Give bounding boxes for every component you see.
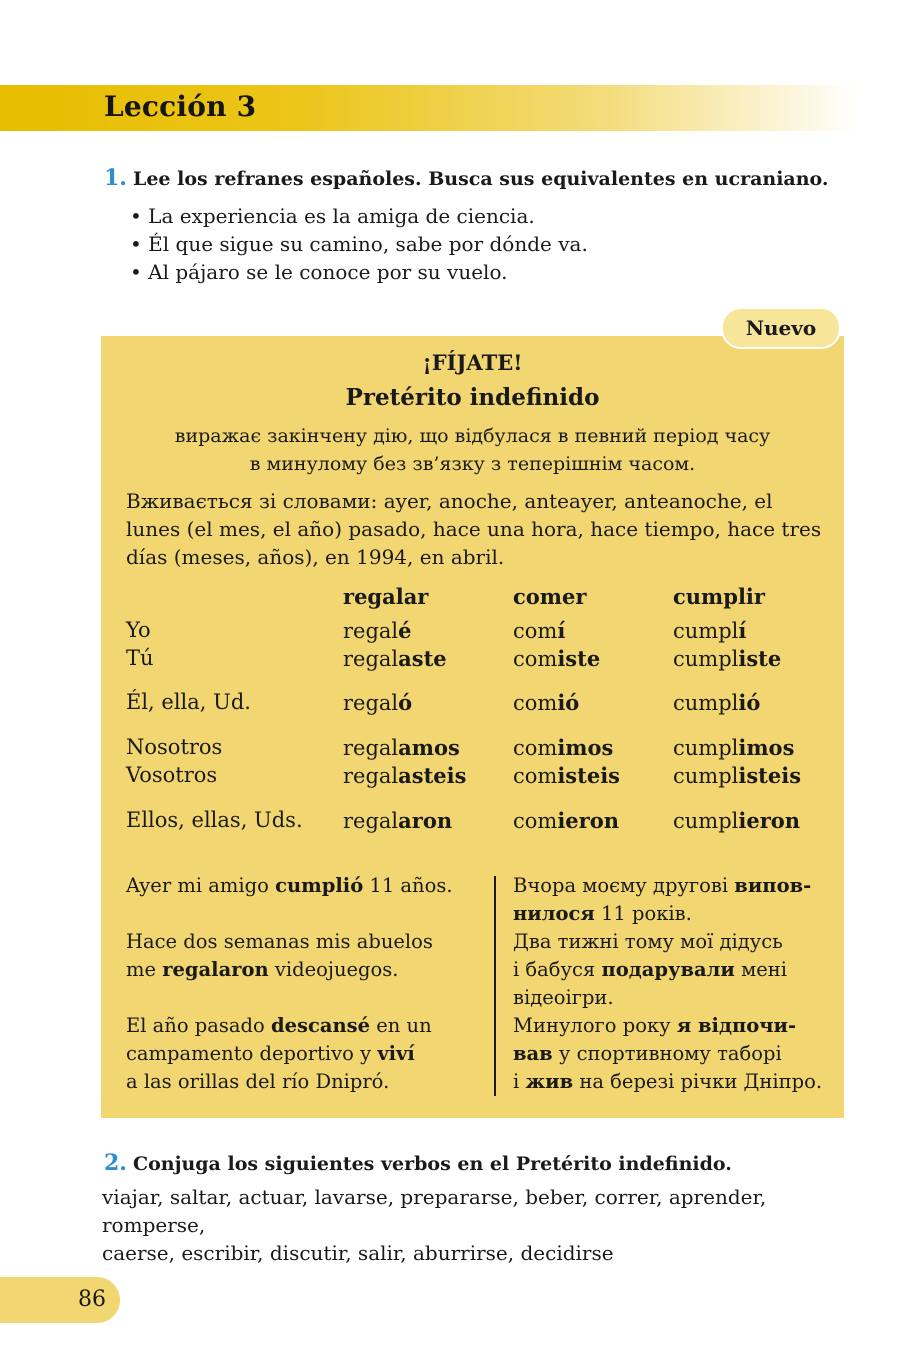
verb-form	[343, 646, 447, 671]
task-text: Lee los refranes españoles. Busca sus equivalentes en ucraniano.	[132, 168, 829, 190]
verb-form	[673, 808, 800, 833]
task-number: 1.	[104, 165, 127, 191]
stem: cumpl	[673, 647, 739, 671]
stem: com	[513, 809, 558, 833]
ending: ieron	[557, 808, 620, 833]
box-description	[101, 422, 844, 478]
stem: com	[513, 736, 558, 760]
pronoun: Vosotros	[126, 763, 218, 787]
stem: regal	[343, 809, 399, 833]
ending: ió	[557, 690, 580, 715]
verb-form	[513, 808, 619, 833]
pronoun: Tú	[126, 646, 154, 670]
stem: cumpl	[673, 691, 739, 715]
verb-form	[513, 646, 600, 671]
stem: com	[513, 619, 558, 643]
pronoun: Yo	[126, 618, 151, 642]
lesson-title: Lección 3	[104, 90, 257, 123]
stem: regal	[343, 764, 399, 788]
ending: imos	[738, 735, 795, 760]
ending: í	[738, 618, 747, 643]
example-es-2: Hace dos semanas mis abuelos me regalaron videojuegos.	[126, 930, 433, 981]
stem: regal	[343, 736, 399, 760]
pronoun: Él, ella, Ud.	[126, 690, 251, 714]
stem: com	[513, 764, 558, 788]
stem: regal	[343, 647, 399, 671]
verb-form	[343, 735, 460, 760]
example-uk-1: Вчора моєму другові випов- нилося 11 років.	[513, 874, 812, 925]
example-es-3: El año pasado descansé en un campamento deportivo y viví a las orillas del río Dnipró.	[126, 1014, 432, 1093]
new-tab-label: Nuevo	[721, 307, 841, 349]
ending: isteis	[738, 763, 802, 788]
verb-list: viajar, saltar, actuar, lavarse, prepararse, beber, correr, aprender, romperse, caerse, escribir, discutir, salir, aburrirse, decidirse	[102, 1185, 767, 1265]
verb-form	[673, 618, 746, 643]
ending: iste	[738, 646, 782, 671]
ending: é	[398, 618, 412, 643]
verb-form	[343, 808, 452, 833]
task-text: Conjuga los siguientes verbos en el Pretérito indefinido.	[132, 1153, 732, 1175]
column-divider	[494, 876, 496, 1096]
verb-form	[673, 646, 781, 671]
box-heading: ¡FÍJATE!	[422, 350, 523, 375]
example-es-1: Ayer mi amigo cumplió 11 años.	[126, 874, 453, 897]
ending: í	[557, 618, 566, 643]
example-uk-3: Минулого року я відпочи- вав у спортивному таборі і жив на березі річки Дніпро.	[513, 1014, 823, 1093]
example-uk-2: Два тижні тому мої дідусь і бабуся подарували мені відеоігри.	[513, 930, 788, 1009]
task-2-instruction	[104, 1150, 732, 1176]
task-number: 2.	[104, 1150, 127, 1176]
stem: cumpl	[673, 764, 739, 788]
verb-header: cumplir	[673, 584, 765, 609]
ending: ió	[738, 690, 761, 715]
ending: asteis	[398, 763, 467, 788]
proverb-list	[130, 202, 588, 286]
description-line: в минулому без зв’язку з теперішнім часом.	[249, 453, 696, 475]
verb-form	[343, 618, 412, 643]
list-item: • Él que sigue su camino, sabe por dónde va.	[130, 230, 588, 258]
verb-form	[343, 763, 466, 788]
ending: iste	[557, 646, 601, 671]
ending: amos	[398, 735, 460, 760]
ending: isteis	[557, 763, 620, 788]
list-item: • Al pájaro se le conoce por su vuelo.	[130, 258, 588, 286]
stem: cumpl	[673, 619, 739, 643]
verb-form	[673, 763, 801, 788]
verb-form	[513, 735, 613, 760]
ending: imos	[557, 735, 614, 760]
stem: regal	[343, 619, 399, 643]
usage-paragraph: Вживається зі словами: ayer, anoche, anteayer, anteanoche, el lunes (el mes, el año) pasado, hace una hora, hace tiempo, hace tres días (meses, años), en 1994, en abril.	[126, 489, 822, 569]
pronoun: Ellos, ellas, Uds.	[126, 808, 303, 832]
task-1-instruction	[104, 165, 829, 191]
description-line: виражає закінчену дію, що відбулася в певний період часу	[174, 425, 771, 447]
ending: aron	[398, 808, 453, 833]
ending: ieron	[738, 808, 801, 833]
pronoun: Nosotros	[126, 735, 223, 759]
ending: aste	[398, 646, 447, 671]
verb-header: comer	[513, 584, 587, 609]
verb-form	[513, 618, 565, 643]
verb-form	[343, 690, 412, 715]
stem: cumpl	[673, 809, 739, 833]
verb-form	[673, 735, 794, 760]
stem: com	[513, 691, 558, 715]
page-number: 86	[78, 1287, 106, 1312]
verb-form	[513, 690, 579, 715]
verb-header: regalar	[343, 584, 429, 609]
verb-form	[513, 763, 620, 788]
stem: cumpl	[673, 736, 739, 760]
stem: regal	[343, 691, 399, 715]
stem: com	[513, 647, 558, 671]
verb-form	[673, 690, 760, 715]
box-title: Pretérito indefinido	[345, 384, 600, 411]
list-item: • La experiencia es la amiga de ciencia.	[130, 202, 588, 230]
ending: ó	[398, 690, 413, 715]
